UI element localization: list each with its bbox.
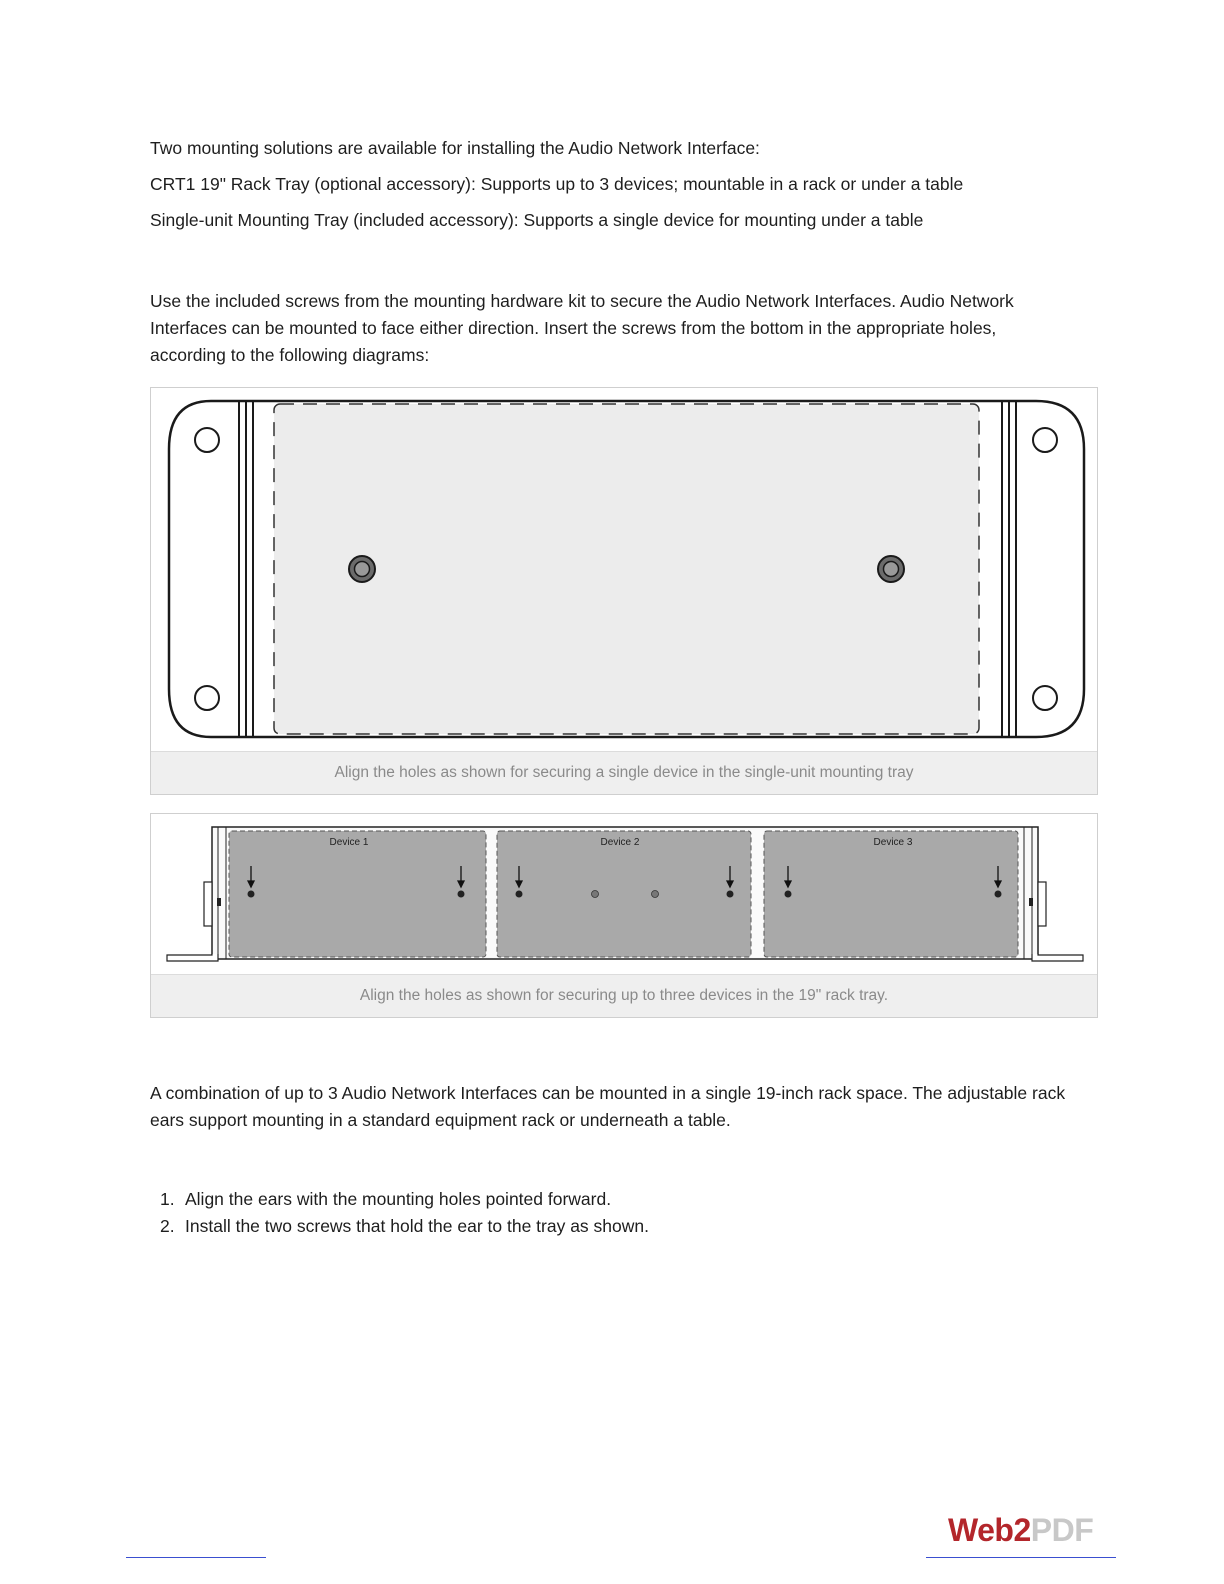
step-item: 1. Align the ears with the mounting holes pointed forward. — [160, 1189, 612, 1209]
option-single-tray: Single-unit Mounting Tray (included accessory): Supports a single device for mounting under a table — [150, 210, 924, 230]
footer-link-right[interactable] — [926, 1557, 1116, 1558]
single-tray-diagram — [151, 388, 1097, 752]
steps-list — [160, 1186, 649, 1240]
device-1-slot — [229, 831, 486, 957]
corner-hole-icon — [1033, 428, 1057, 452]
intro-text: Two mounting solutions are available for installing the Audio Network Interface: — [150, 138, 760, 158]
single-tray-figure — [150, 387, 1098, 795]
screws-paragraph: Use the included screws from the mounting hardware kit to secure the Audio Network Interfaces. Audio Network Interfaces can be mounted to face either direction. Insert the screws from the bottom in the appropriate holes, according to the following diagrams: — [150, 291, 1014, 365]
web2pdf-logo: Web2PDF — [948, 1512, 1094, 1548]
rack-paragraph: A combination of up to 3 Audio Network Interfaces can be mounted in a single 19-inch rack space. The adjustable rack ears support mounting in a standard equipment rack or underneath a table. — [150, 1083, 1066, 1130]
corner-hole-icon — [195, 686, 219, 710]
step-item: 2. Install the two screws that hold the ear to the tray as shown. — [160, 1216, 649, 1236]
figure2-caption: Align the holes as shown for securing up to three devices in the 19" rack tray. — [151, 974, 1097, 1017]
figure1-caption: Align the holes as shown for securing a single device in the single-unit mounting tray — [151, 751, 1097, 794]
footer-link-left[interactable] — [126, 1557, 266, 1558]
device-2-label: Device 2 — [600, 837, 640, 848]
option-rack-tray: CRT1 19" Rack Tray (optional accessory): Supports up to 3 devices; mountable in a rack or under a table — [150, 174, 964, 194]
rack-tray-diagram — [151, 814, 1097, 974]
corner-hole-icon — [195, 428, 219, 452]
rack-tray-figure — [150, 813, 1098, 1018]
device-1-label: Device 1 — [329, 837, 369, 848]
device-3-label: Device 3 — [873, 837, 913, 848]
device-3-slot — [764, 831, 1018, 957]
corner-hole-icon — [1033, 686, 1057, 710]
device-2-slot — [497, 831, 751, 957]
